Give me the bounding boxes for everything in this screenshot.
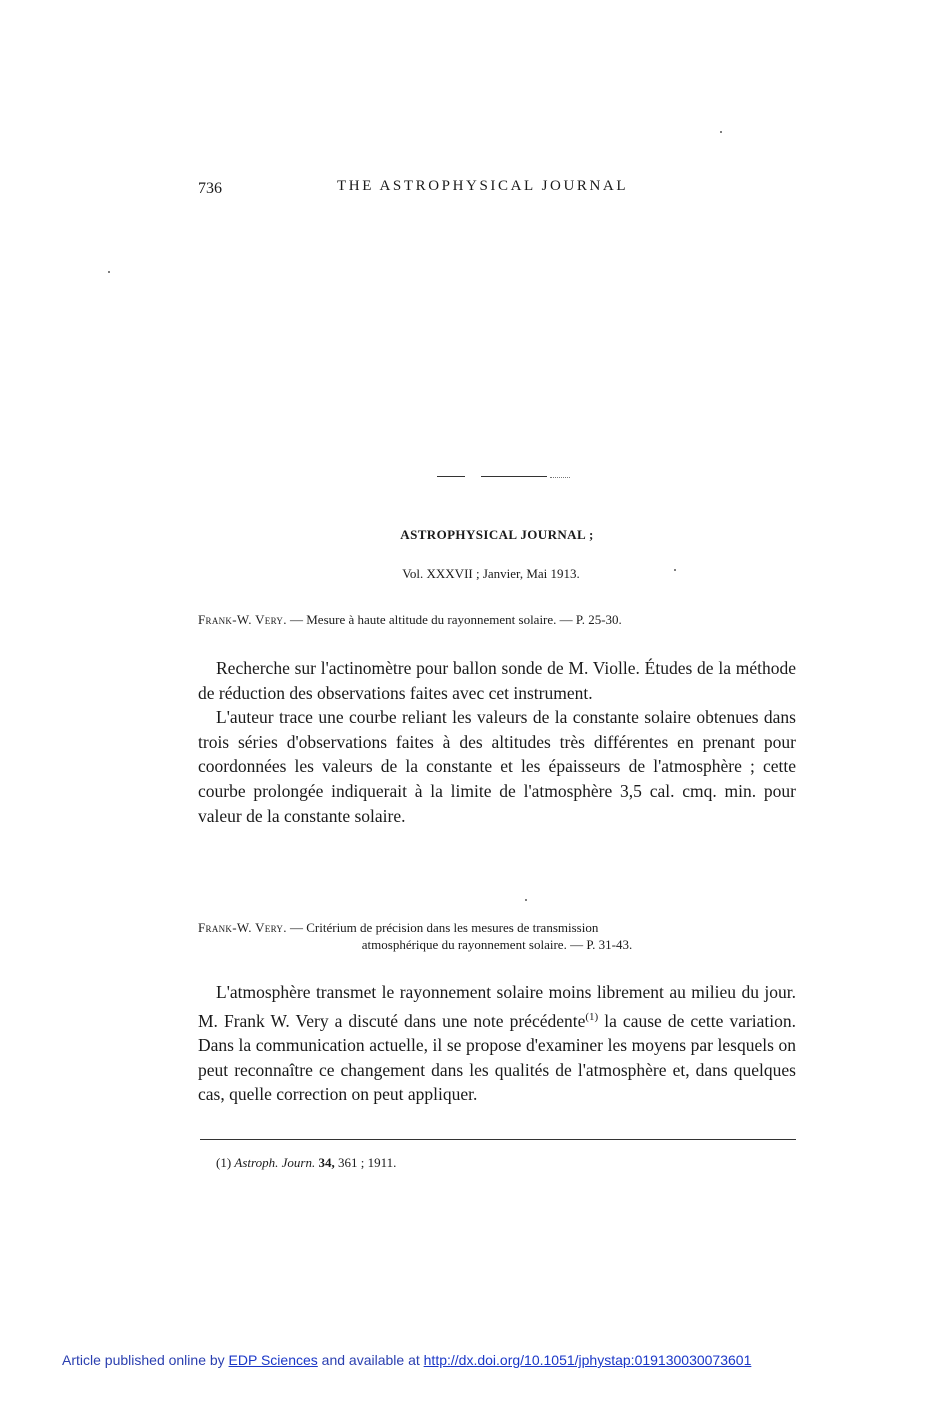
entry2-author: Frank-W. Very.	[198, 920, 287, 935]
entry1-author: Frank-W. Very.	[198, 612, 287, 627]
section-title: ASTROPHYSICAL JOURNAL ;	[400, 527, 594, 542]
section-divider	[550, 477, 570, 479]
entry1-body	[198, 656, 796, 828]
footnote-journal: Astroph. Journ.	[234, 1155, 316, 1170]
issue-line: Vol. XXXVII ; Janvier, Mai 1913.	[402, 566, 580, 581]
running-head: THE ASTROPHYSICAL JOURNAL	[337, 178, 629, 194]
entry2-body	[198, 980, 796, 1107]
scan-speck	[108, 271, 110, 273]
entry1-reference	[198, 611, 796, 628]
footnote-marker: (1)	[216, 1155, 232, 1170]
footnote-rule	[200, 1139, 796, 1140]
entry1-paragraph: L'auteur trace une courbe reliant les valeurs de la constante solaire obtenues dans trois séries d'observations faites à des altitudes très différentes en prenant pour coordonnées les valeurs de la constante et les épaisseurs de l'atmosphère ; cette courbe prolongée indiquerait à la limite de l'atmosphère 3,5 cal. cmq. min. pour valeur de la constante solaire.	[198, 707, 796, 826]
footnote-volume: 34,	[318, 1155, 335, 1170]
footnote-details: 361 ; 1911.	[334, 1155, 397, 1170]
footnote	[216, 1155, 396, 1171]
entry2-title: — Critérium de précision dans les mesures de transmission	[286, 920, 599, 935]
scan-speck	[720, 131, 722, 133]
publication-banner: Article published online by EDP Sciences and available at http://dx.doi.org/10.1051/jphystap:019130030073601	[62, 1352, 752, 1368]
entry2-paragraph: L'atmosphère transmet le rayonnement solaire moins librement au milieu du jour. M. Frank W. Very a discuté dans une note précédente$^{(1)}$ la cause de cette variation. Dans la communication actuelle, il se propose d'examiner les moyens par lesquels on peut reconnaître ce changement dans les qualités de l'atmosphère et, dans quelques cas, quelle correction on peut appliquer.	[198, 982, 797, 1105]
section-divider	[481, 476, 547, 477]
entry1-paragraph: Recherche sur l'actinomètre pour ballon sonde de M. Violle. Études de la méthode de réduction des observations faites avec cet instrument.	[198, 658, 796, 703]
footnote-reference[interactable]: (1)	[585, 1010, 599, 1023]
doi-link[interactable]: http://dx.doi.org/10.1051/jphystap:019130030073601	[423, 1352, 752, 1368]
publisher-link[interactable]: EDP Sciences	[228, 1352, 318, 1368]
page-number: 736	[198, 180, 222, 197]
scan-speck	[525, 899, 527, 901]
entry1-title: — Mesure à haute altitude du rayonnement solaire. — P. 25-30.	[286, 612, 622, 627]
entry2-reference	[198, 919, 796, 953]
section-divider	[437, 476, 465, 477]
entry2-title-continued: atmosphérique du rayonnement solaire. — P. 31-43.	[361, 937, 633, 952]
